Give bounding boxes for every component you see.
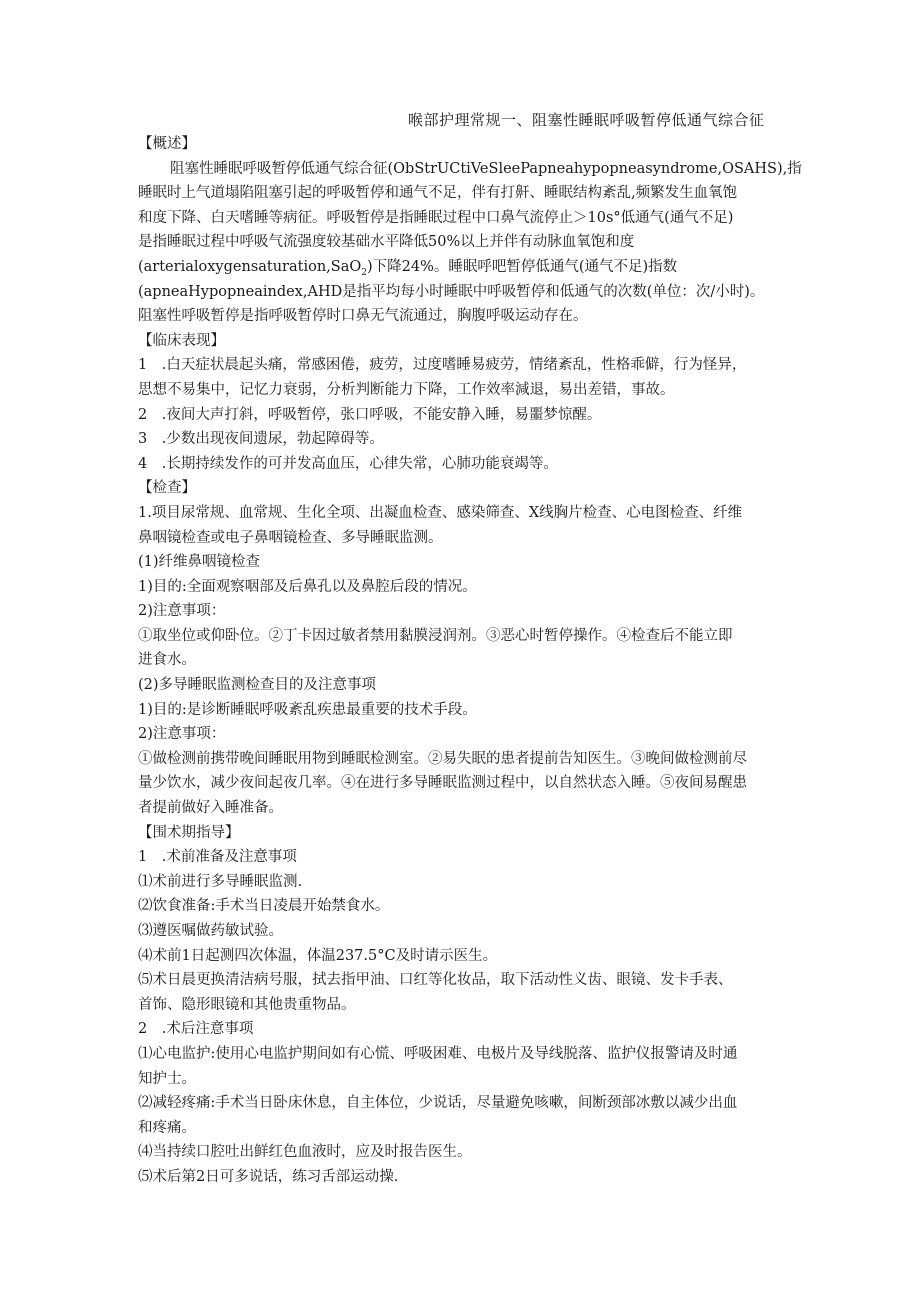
overview-heading: 【概述】: [138, 136, 196, 152]
exam-line: 1)目的:是诊断睡眠呼吸紊乱疾患最重要的技术手段。: [138, 701, 477, 718]
periop-line: ⑷当持续口腔吐出鲜红色血液时，应及时报告医生。: [138, 1144, 472, 1161]
periop-line: 1 .术前准备及注意事项: [138, 849, 297, 866]
overview-line: 阻塞性睡眠呼吸暂停低通气综合征(ObStrUCtiVeSleePapneahypopneasyndrome,OSAHS),指: [170, 160, 802, 177]
clinical-line: 1 .白天症状晨起头痛，常感困倦，疲劳，过度嗜睡易疲劳，情绪紊乱，性格乖僻，行为怪异，: [138, 357, 747, 374]
periop-line: 和疼痛。: [138, 1119, 196, 1136]
document-title: 喉部护理常规一、阻塞性睡眠呼吸暂停低通气综合征: [408, 111, 765, 129]
periop-line: ⑵饮食准备:手术当日凌晨开始禁食水。: [138, 898, 390, 915]
exam-line: 者提前做好入睡准备。: [138, 800, 283, 817]
overview-line: 阻塞性呼吸暂停是指呼吸暂停时口鼻无气流通过，胸腹呼吸运动存在。: [138, 308, 588, 325]
exam-line: (2)多导睡眠监测检查目的及注意事项: [138, 677, 377, 694]
exam-line: (1)纤维鼻咽镜检查: [138, 554, 261, 571]
periop-line: ⑶遵医嘱做药敏试验。: [138, 923, 283, 939]
overview-line: 睡眠时上气道塌陷阻塞引起的呼吸暂停和通气不足，伴有打鼾、睡眠结构紊乱,频繁发生血氧饱: [138, 185, 738, 202]
overview-line: 和度下降、白天嗜睡等病征。呼吸暂停是指睡眠过程中口鼻气流停止＞10s°低通气(通气不足): [138, 209, 734, 226]
periop-line: ⑵减轻疼痛:手术当日卧床休息，自主体位，少说话，尽量避免咳嗽，间断颈部冰敷以减少出血: [138, 1095, 738, 1112]
document-body: [138, 132, 802, 1190]
exam-line: 1)目的:全面观察咽部及后鼻孔以及鼻腔后段的情况。: [138, 578, 477, 595]
periop-heading: 【围术期指导】: [138, 824, 240, 841]
exam-heading: 【检查】: [138, 480, 196, 497]
exam-line: 2)注意事项：: [138, 726, 226, 743]
overview-line: (arterialoxygensaturation,SaO$_2$)下降24%。睡眠呼吧暂停低通气(通气不足)指数: [138, 258, 678, 278]
clinical-line: 4 .长期持续发作的可并发高血压，心律失常，心肺功能衰竭等。: [138, 455, 558, 472]
exam-line: 鼻咽镜检查或电子鼻咽镜检查、多导睡眠监测。: [138, 529, 443, 546]
exam-line: 1.项目尿常规、血常规、生化全项、出凝血检查、感染筛查、X线胸片检查、心电图检查、纤维: [138, 504, 743, 521]
clinical-heading: 【临床表现】: [138, 332, 225, 349]
periop-line: ⑴术前进行多导睡眠监测.: [138, 873, 303, 890]
exam-line: 2)注意事项：: [138, 603, 226, 620]
periop-line: ⑷术前1日起测四次体温，体温237.5°C及时请示医生。: [138, 947, 498, 964]
periop-line: ⑴心电监护:使用心电监护期间如有心慌、呼吸困难、电极片及导线脱落、监护仪报警请及时通: [138, 1045, 738, 1062]
periop-line: ⑸术后第2日可多说话，练习舌部运动操.: [138, 1168, 399, 1185]
exam-line: ①取坐位或仰卧位。②丁卡因过敏者禁用黏膜浸润剂。③恶心时暂停操作。④检查后不能立即: [138, 627, 733, 644]
periop-line: ⑸术日晨更换清洁病号服，拭去指甲油、口红等化妆品，取下活动性义齿、眼镜、发卡手表、: [138, 972, 733, 989]
periop-line: 首饰、隐形眼镜和其他贵重物品。: [138, 996, 356, 1013]
periop-line: 2 .术后注意事项: [138, 1021, 254, 1038]
exam-line: ①做检测前携带晚间睡眠用物到睡眠检测室。②易失眠的患者提前告知医生。③晚间做检测前尽: [138, 750, 747, 767]
clinical-line: 思想不易集中，记忆力衰弱，分析判断能力下降，工作效率減退，易出差错，事故。: [138, 381, 675, 398]
clinical-line: 3 .少数出现夜间遗尿，勃起障碍等。: [138, 431, 384, 448]
overview-line: 是指睡眠过程中呼吸气流强度较基础水平降低50%以上并伴有动脉血氧饱和度: [138, 234, 635, 251]
periop-line: 知护士。: [138, 1070, 196, 1087]
overview-line: (apneaHypopneaindex,AHD是指平均每小时睡眠中呼吸暂停和低通气的次数(单位：次/小时)。: [138, 283, 765, 300]
exam-line: 进食水。: [138, 652, 196, 669]
clinical-line: 2 .夜间大声打斜，呼吸暂停，张口呼吸，不能安静入睡，易噩梦惊醒。: [138, 406, 602, 423]
exam-line: 量少饮水，减少夜间起夜几率。④在进行多导睡眠监测过程中，以自然状态入睡。⑤夜间易醒患: [138, 775, 747, 792]
